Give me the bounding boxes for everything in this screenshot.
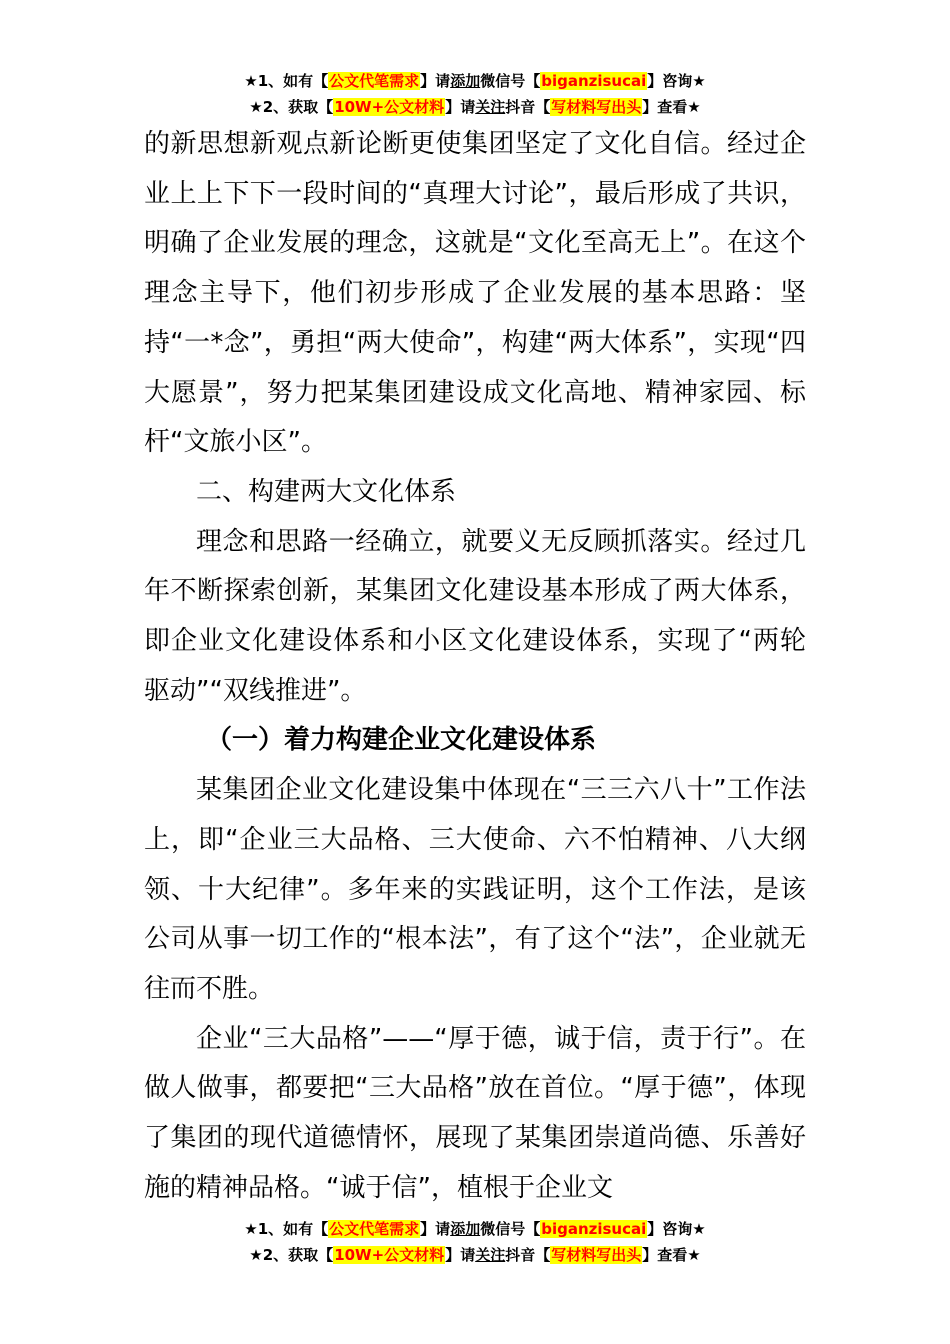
promo-underlined: 关注	[475, 98, 506, 116]
promo-highlight: 写材料写出头	[551, 1246, 642, 1264]
document-body	[144, 120, 806, 1213]
promo-banner-top	[0, 68, 950, 120]
promo-text: 】请	[445, 98, 476, 116]
promo-line-1	[0, 1216, 950, 1242]
promo-highlight: 10W+公文材料	[334, 1246, 445, 1264]
promo-highlight: biganzisucai	[541, 1220, 647, 1238]
promo-text: 抖音【	[505, 1246, 551, 1264]
promo-text: ★2、获取【	[249, 98, 334, 116]
promo-highlight: biganzisucai	[541, 72, 647, 90]
promo-text: 】请	[420, 72, 451, 90]
section-heading-2: 二、构建两大文化体系	[196, 476, 457, 507]
promo-text: 】请	[420, 1220, 451, 1238]
promo-text: ★1、如有【	[244, 72, 329, 90]
promo-text: 】查看★	[642, 1246, 701, 1264]
paragraph-2: 理念和思路一经确立，就要义无反顾抓落实。经过几年不断探索创新，某集团文化建设基本形成了两大体系，即企业文化建设体系和小区文化建设体系，实现了“两轮驱动”“双线推进”。	[144, 526, 806, 706]
promo-underlined: 关注	[475, 1246, 506, 1264]
promo-underlined: 添加	[450, 1220, 481, 1238]
subsection-heading-1: （一）着力构建企业文化建设体系	[206, 725, 597, 756]
promo-line-2	[0, 1242, 950, 1268]
promo-text: 】咨询★	[647, 72, 706, 90]
promo-banner-bottom	[0, 1216, 950, 1268]
promo-text: ★1、如有【	[244, 1220, 329, 1238]
promo-text: 】请	[445, 1246, 476, 1264]
promo-line-1	[0, 68, 950, 94]
promo-highlight: 10W+公文材料	[334, 98, 445, 116]
promo-highlight: 公文代笔需求	[329, 72, 420, 90]
paragraph-1: 的新思想新观点新论断更使集团坚定了文化自信。经过企业上上下下一段时间的“真理大讨论”，最后形成了共识，明确了企业发展的理念，这就是“文化至高无上”。在这个理念主导下，他们初步形成了企业发展的基本思路：坚持“一*念”，勇担“两大使命”，构建“两大体系”，实现“四大愿景”，努力把某集团建设成文化高地、精神家园、标杆“文旅小区”。	[144, 129, 806, 458]
promo-text: ★2、获取【	[249, 1246, 334, 1264]
promo-text: 抖音【	[505, 98, 551, 116]
promo-text: 微信号【	[480, 1220, 541, 1238]
promo-text: 微信号【	[480, 72, 541, 90]
promo-underlined: 添加	[450, 72, 481, 90]
paragraph-3: 某集团企业文化建设集中体现在“三三六八十”工作法上，即“企业三大品格、三大使命、六不怕精神、八大纲领、十大纪律”。多年来的实践证明，这个工作法，是该公司从事一切工作的“根本法”，有了这个“法”，企业就无往而不胜。	[144, 775, 806, 1004]
promo-text: 】咨询★	[647, 1220, 706, 1238]
promo-highlight: 写材料写出头	[551, 98, 642, 116]
promo-text: 】查看★	[642, 98, 701, 116]
paragraph-4: 企业“三大品格”——“厚于德，诚于信，责于行”。在做人做事，都要把“三大品格”放在首位。“厚于德”，体现了集团的现代道德情怀，展现了某集团崇道尚德、乐善好施的精神品格。“诚于信”，植根于企业文	[144, 1023, 806, 1203]
promo-highlight: 公文代笔需求	[329, 1220, 420, 1238]
promo-line-2	[0, 94, 950, 120]
